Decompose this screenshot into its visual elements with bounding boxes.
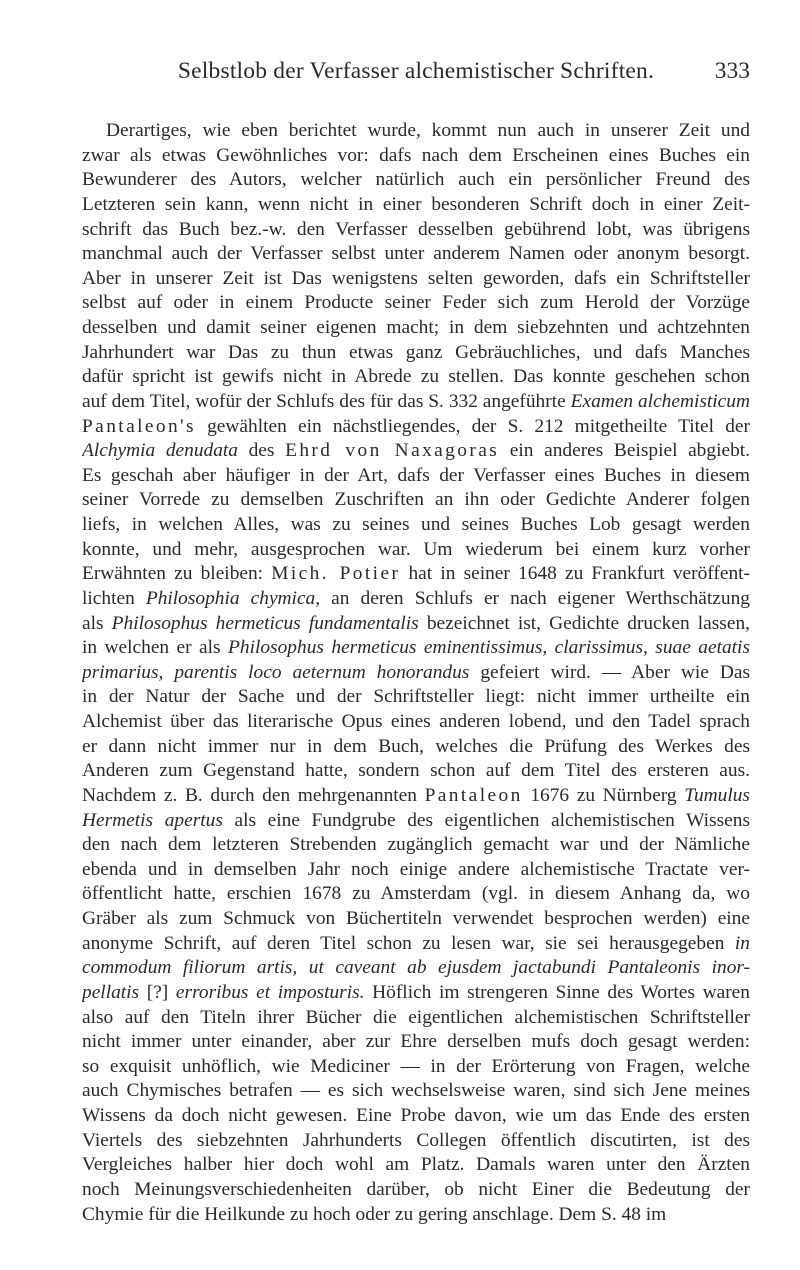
body-text: [82, 119, 750, 1227]
italic-text: Philosophus hermeticus eminentissimus, clarissimus, suae aetatis: [228, 637, 750, 659]
text-run: Höflich im strengeren Sinne des Wortes waren: [364, 981, 750, 1003]
text-run: den nach dem letzteren Strebenden zugänglich gemacht war und der Nämliche: [82, 834, 750, 856]
text-run: Wissens da doch nicht gewesen. Eine Probe davon, wie um das Ende des ersten: [82, 1105, 750, 1126]
text-line: [82, 1079, 750, 1104]
text-line: [82, 267, 750, 292]
text-run: Jahrhundert war Das zu thun etwas ganz Gebräuchliches, und dafs Manches: [82, 341, 750, 363]
text-line: [82, 193, 750, 218]
text-run: desselben und damit seiner eigenen macht; in dem siebzehnten und achtzehnten: [82, 317, 750, 338]
text-run: als: [82, 612, 112, 634]
text-run: nicht immer unter einander, aber zur Ehre derselben mufs doch gesagt werden:: [82, 1031, 750, 1053]
text-run: Vergleiches halber hier doch wohl am Platz. Damals waren unter den Ärzten: [82, 1154, 750, 1176]
text-line: [82, 464, 750, 489]
text-run: bezeichnet ist, Gedichte drucken lassen,: [418, 612, 750, 634]
text-line: [82, 833, 750, 858]
text-line: [82, 144, 750, 169]
text-line: [82, 562, 750, 587]
page-number: 333: [714, 58, 750, 84]
italic-text: Philosophia chymica: [145, 587, 316, 609]
text-line: [82, 1030, 750, 1055]
text-line: [82, 1153, 750, 1178]
text-line: [82, 242, 750, 267]
text-line: [82, 488, 750, 513]
text-line: [82, 415, 750, 440]
text-run: so exquisit unhöflich, wie Mediciner — in der Erörterung von Fragen, welche: [82, 1055, 750, 1077]
text-run: selbst auf oder in einem Producte seiner Feder sich zum Herold der Vorzüge: [82, 292, 750, 314]
text-line: [82, 341, 750, 366]
text-run: anonyme Schrift, auf deren Titel schon zu lesen war, sie sei herausgegeben: [82, 932, 735, 954]
text-run: noch Meinungsverschiedenheiten darüber, ob nicht Einer die Bedeutung der: [82, 1178, 750, 1200]
text-run: Alchemist über das literarische Opus eines anderen lobend, und den Tadel sprach: [82, 711, 750, 732]
text-run: Erwähnten zu bleiben:: [82, 563, 272, 585]
italic-text: Philosophus hermeticus fundamentalis: [111, 612, 419, 634]
text-line: [82, 710, 750, 735]
text-run: des: [238, 440, 286, 462]
text-line: [82, 218, 750, 243]
text-run: als eine Fundgrube des eigentlichen alchemistischen Wissens: [222, 809, 750, 831]
text-run: Viertels des siebzehnten Jahrhunderts Collegen öffentlich discutirten, ist des: [82, 1129, 750, 1151]
text-run: Es geschah aber häufiger in der Art, dafs der Verfasser eines Buches in diesem: [82, 464, 750, 486]
text-line: [82, 759, 750, 784]
text-line: [82, 587, 750, 612]
text-run: hat in seiner 1648 zu Frankfurt veröffent-: [400, 563, 750, 585]
text-line: [82, 291, 750, 316]
text-line: [82, 1129, 750, 1154]
text-run: liefs, in welchen Alles, was zu seines und seines Buches Lob gesagt werden: [82, 514, 750, 535]
italic-text: pellatis: [82, 981, 140, 1003]
text-run: Gräber als zum Schmuck von Büchertiteln verwendet besprochen werden) eine: [82, 908, 750, 929]
italic-text: erroribus et imposturis.: [175, 981, 365, 1003]
text-line: [82, 981, 750, 1006]
text-run: also auf den Titeln ihrer Bücher die eigentlichen alchemistischen Schriftsteller: [82, 1006, 750, 1028]
text-line: [82, 1055, 750, 1080]
running-title: Selbstlob der Verfasser alchemistischer Schriften.: [177, 58, 655, 84]
text-run: gewählten ein nächstliegendes, der S. 212 mitgetheilte Titel der: [195, 415, 750, 437]
text-line: [82, 538, 750, 563]
italic-text: Examen alchemisticum: [570, 390, 750, 412]
text-line: [82, 882, 750, 907]
text-line: [82, 661, 750, 686]
text-line: [82, 636, 750, 661]
text-line: [82, 316, 750, 341]
text-line: [82, 1203, 750, 1228]
text-run: Letzteren sein kann, wenn nicht in einer besonderen Schrift doch in einer Zeit-: [82, 193, 750, 215]
text-line: [82, 907, 750, 932]
text-line: [82, 1006, 750, 1031]
text-line: [82, 390, 750, 415]
text-run: er dann nicht immer nur in dem Buch, welches die Prüfung des Werkes des: [82, 735, 750, 757]
text-line: [82, 858, 750, 883]
text-run: öffentlicht hatte, erschien 1678 zu Amsterdam (vgl. in diesem Anhang da, wo: [82, 883, 750, 905]
text-line: [82, 1104, 750, 1129]
text-line: [82, 685, 750, 710]
italic-text: Tumulus: [684, 784, 750, 806]
text-run: Bewunderer des Autors, welcher natürlich auch ein persönlicher Freund des: [82, 169, 750, 191]
spaced-name: Pantaleon's: [82, 415, 196, 437]
text-line: [82, 809, 750, 834]
text-run: konnte, und mehr, ausgesprochen war. Um wiederum bei einem kurz vorher: [82, 538, 750, 560]
text-line: [82, 168, 750, 193]
italic-text: commodum filiorum artis, ut caveant ab ejusdem jactabundi Pantaleonis inor-: [82, 957, 750, 979]
italic-text: primarius, parentis loco aeternum honorandus: [82, 661, 470, 683]
text-run: [?]: [139, 981, 176, 1003]
text-run: ebenda und in demselben Jahr noch einige andere alchemistische Tractate ver-: [82, 858, 750, 880]
italic-text: Hermetis apertus: [82, 809, 223, 831]
text-run: Anderen zum Gegenstand hatte, sondern schon auf dem Titel des ersteren aus.: [82, 760, 750, 782]
text-line: [82, 612, 750, 637]
text-line: [82, 439, 750, 464]
spaced-name: Mich. Potier: [271, 563, 401, 585]
text-run: dafür spricht ist gewifs nicht in Abrede zu stellen. Das konnte geschehen schon: [82, 366, 750, 388]
text-run: Nachdem z. B. durch den mehrgenannten: [82, 784, 425, 806]
italic-text: in: [734, 932, 750, 954]
text-line: [82, 513, 750, 538]
text-run: in der Natur der Sache und der Schriftsteller liegt: nicht immer urtheilte ein: [82, 686, 750, 708]
text-line: [82, 784, 750, 809]
text-line: [82, 1178, 750, 1203]
text-run: auch Chymisches betrafen — es sich wechselsweise waren, sind sich Jene meines: [82, 1080, 750, 1102]
text-run: schrift das Buch bez.-w. den Verfasser desselben gebührend lobt, was übrigens: [82, 218, 750, 240]
text-run: gefeiert wird. — Aber wie Das: [469, 661, 750, 683]
text-line: [82, 956, 750, 981]
text-run: zwar als etwas Gewöhnliches vor: dafs nach dem Erscheinen eines Buches ein: [82, 144, 750, 166]
spaced-name: Pantaleon: [424, 784, 523, 806]
text-line: [82, 932, 750, 957]
italic-text: Alchymia denudata: [82, 440, 238, 462]
text-run: ein anderes Beispiel abgiebt.: [499, 440, 750, 462]
text-line: [82, 735, 750, 760]
text-run: lichten: [82, 587, 146, 609]
text-line: [82, 365, 750, 390]
text-line: [82, 119, 750, 144]
text-run: , an deren Schlufs er nach eigener Werthschätzung: [315, 587, 750, 609]
text-run: seiner Vorrede zu demselben Zuschriften an ihn oder Gedichte Anderer folgen: [82, 489, 750, 511]
text-run: in welchen er als: [82, 637, 229, 659]
text-run: Derartiges, wie eben berichtet wurde, kommt nun auch in unserer Zeit und: [106, 120, 750, 141]
spaced-name: Ehrd von Naxagoras: [285, 440, 500, 462]
text-run: 1676 zu Nürnberg: [522, 784, 685, 806]
text-run: Aber in unserer Zeit ist Das wenigstens selten geworden, dafs ein Schriftsteller: [82, 267, 750, 289]
text-run: Chymie für die Heilkunde zu hoch oder zu gering anschlage. Dem S. 48 im: [82, 1203, 667, 1225]
running-header: [82, 58, 750, 88]
text-run: manchmal auch der Verfasser selbst unter anderem Namen oder anonym besorgt.: [82, 243, 750, 265]
text-run: auf dem Titel, wofür der Schlufs des für das S. 332 angeführte: [82, 390, 571, 412]
